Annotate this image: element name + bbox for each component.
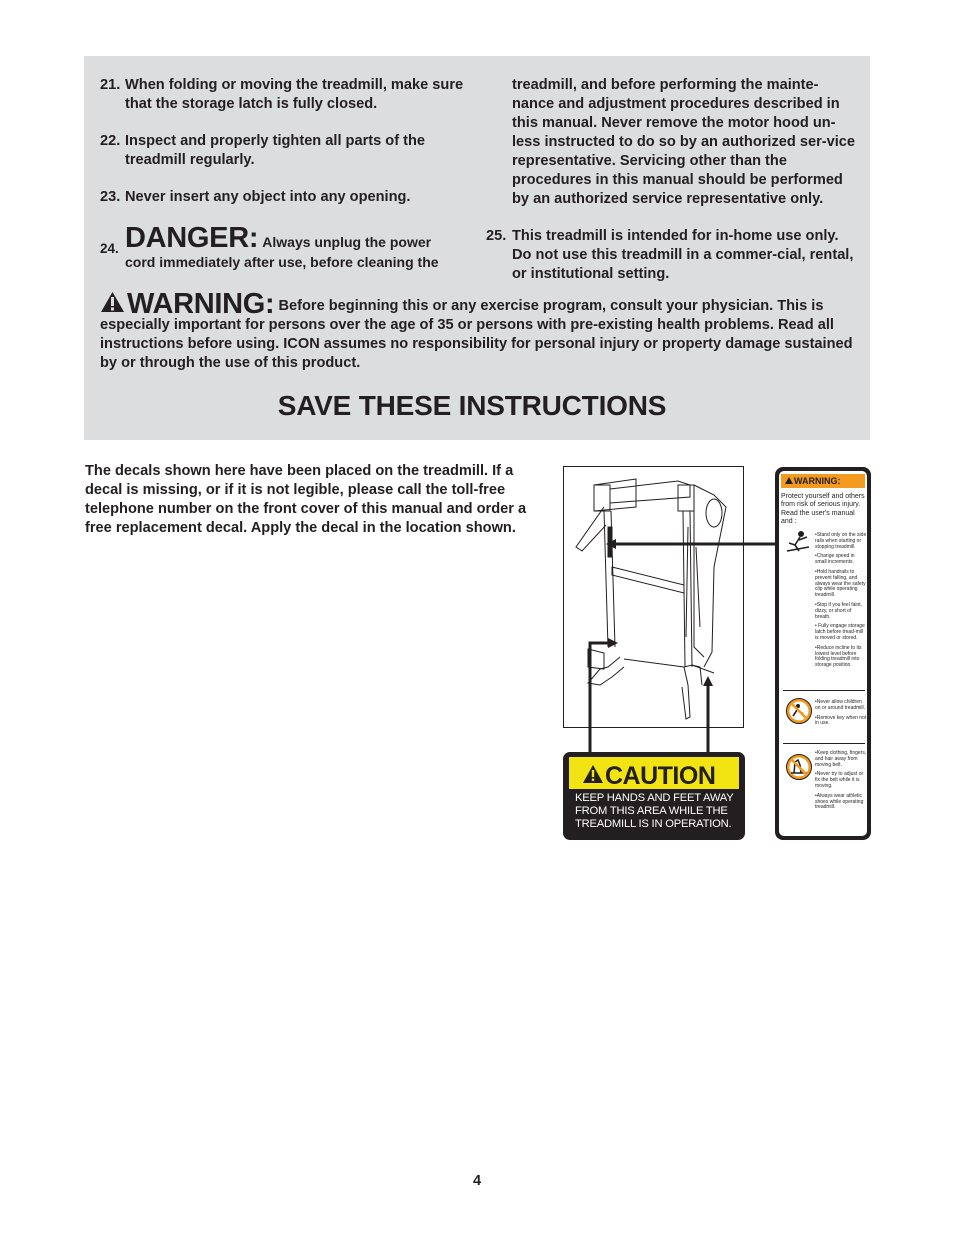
warning-decal-inner xyxy=(779,471,867,836)
instruction-item-25: 25. This treadmill is intended for in-home use only. Do not use this treadmill in a commer-cial, rental, or institutional setting. xyxy=(486,228,854,282)
warning-decal-bullets-group1: •Stand only on the side rails when starting or stopping treadmill. •Change speed in small increments. •Hold handrails to prevent falling, and always wear the safety clip while operating treadmill. •Stop if you feel faint, dizzy, or short of breath. • Fully engage storage latch before tread-mill is moved or stored. •Reduce incline to its lowest level before folding treadmill into storage position. xyxy=(815,532,867,669)
instruction-text: When folding or moving the treadmill, make sure that the storage latch is fully closed. xyxy=(125,77,464,112)
stand-on-rails-icon xyxy=(785,531,811,553)
decal-paragraph: The decals shown here have been placed on the treadmill. If a decal is missing, or if it is not legible, please call the toll-free telephone number on the front cover of this manual and order a free replacement decal. Apply the decal in the location shown. xyxy=(85,463,527,536)
warning-decal-bullets-group2: •Never allow children on or around treadmill. •Remove key when not in use. xyxy=(815,699,867,727)
warning-decal-divider xyxy=(783,690,865,691)
danger-text-line1: Always unplug the power xyxy=(262,234,432,250)
caution-triangle-icon xyxy=(583,765,603,783)
caution-text: KEEP HANDS AND FEET AWAY FROM THIS AREA WHILE THE TREADMILL IS IN OPERATION. xyxy=(575,792,734,830)
moving-belt-icon xyxy=(785,753,813,781)
danger-continuation: treadmill, and before performing the mainte-nance and adjustment procedures described in this manual. Never remove the motor hood un-less instructed to do so by an authorized ser-vice representative. Servicing other than the procedures in this manual should be performed by an authorized service representative only. xyxy=(512,77,856,207)
instruction-text: Inspect and properly tighten all parts of the treadmill regularly. xyxy=(125,133,426,168)
page-number: 4 xyxy=(472,1173,482,1189)
instruction-item-21: 21. When folding or moving the treadmill, make sure that the storage latch is fully closed. xyxy=(100,77,464,112)
warning-decal-triangle-icon xyxy=(785,477,793,484)
warning-heading: WARNING: xyxy=(127,288,275,320)
instruction-text: This treadmill is intended for in-home use only. Do not use this treadmill in a commer-cial, rental, or institutional setting. xyxy=(512,228,854,282)
warning-decal xyxy=(775,467,871,840)
no-children-icon xyxy=(785,697,813,725)
caution-heading: CAUTION xyxy=(605,762,716,790)
instruction-text: Never insert any object into any opening. xyxy=(125,189,411,205)
warning-decal-divider xyxy=(783,743,865,744)
danger-heading: DANGER: xyxy=(125,222,259,254)
instruction-item-24: 24. DANGER: Always unplug the power cord immediately after use, before cleaning the xyxy=(100,225,470,272)
instruction-item-22: 22. Inspect and properly tighten all parts of the treadmill regularly. xyxy=(100,133,426,168)
instruction-item-23: 23. Never insert any object into any opening. xyxy=(100,189,411,205)
warning-decal-bullets-group3: •Keep clothing, fingers, and hair away from moving belt. •Never try to adjust or fix the belt while it is moving. •Always wear athletic shoes while operating treadmill. xyxy=(815,750,867,811)
warning-decal-intro: Protect yourself and others from risk of serious injury. Read the user's manual and : xyxy=(781,493,865,526)
danger-text-line2: cord immediately after use, before cleaning the xyxy=(125,254,439,270)
save-instructions-title: SAVE THESE INSTRUCTIONS xyxy=(277,390,667,421)
warning-text: Before beginning this or any exercise program, consult your physician. This is especially important for persons over the age of 35 or persons with pre-existing health problems. Read all instructions before using. ICON assumes no responsibility for personal injury or property damage sustained by or through the use of this product. xyxy=(100,298,853,371)
caution-decal xyxy=(563,752,745,840)
warning-decal-header: WARNING: xyxy=(781,474,865,488)
caution-band xyxy=(569,757,739,789)
